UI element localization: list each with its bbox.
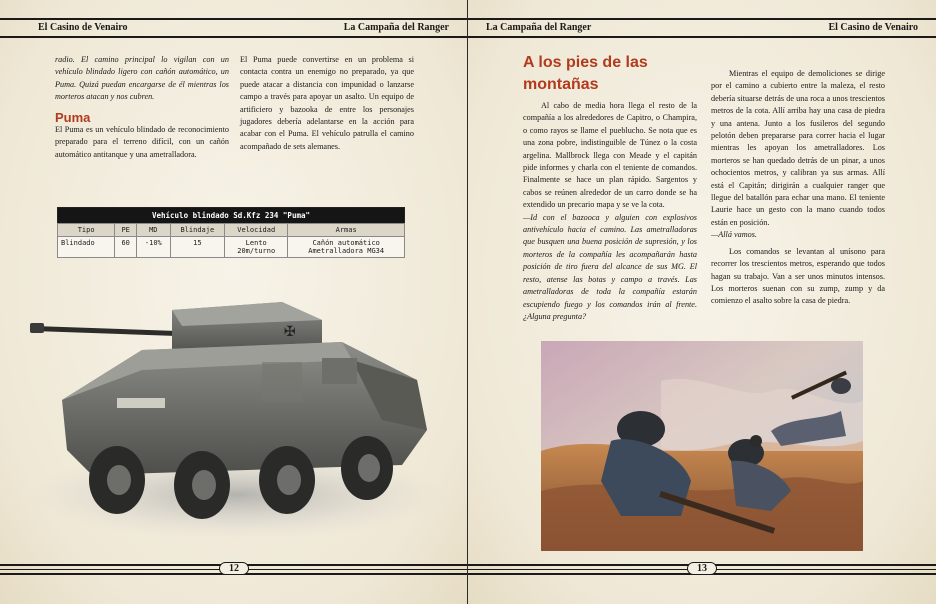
chapter-title [523,52,697,96]
table-row [58,237,405,258]
lieutenant-quote: —Allá vamos. [711,230,757,240]
left-column-1 [55,54,229,161]
vehicle-stats-table [57,207,405,258]
chapter-title-line-2: montañas [523,76,599,93]
cell-pe: 60 [115,237,137,258]
right-header-book-title: El Casino de Venairo [828,22,918,33]
armored-car-illustration [22,290,452,540]
table-header-cell: PE [115,224,137,237]
header-rule-bottom [468,36,936,38]
header-rule-top [468,18,936,20]
cell-md: -10% [137,237,171,258]
armas-line-2: Ametralladora MG34 [308,247,385,255]
puma-description: El Puma es un vehículo blindado de reconocimiento preparado para el terreno difícil, con un cañón automático antitanque y una ametralladora. [55,125,229,159]
armas-line-1: Cañón automático [312,239,380,247]
chapter-title-line-1: A los pies de las [523,54,648,71]
table-header-cell: Tipo [58,224,115,237]
table-header-cell: MD [137,224,171,237]
header-rule-bottom [0,36,467,38]
cell-blindaje: 15 [170,237,224,258]
left-column-2 [240,54,414,153]
right-page-number: 13 [687,562,717,575]
puma-tactics-paragraph: El Puma puede convertirse en un problema si contacta contra un enemigo no preparado, ya que puede atacar a distancia con impunidad o lanzarse campo a través para apoyar un asalto. Un equipo de artificiero y bazooka de entre los personajes jugadores debería adelantarse en la acción para acabar con el Puma. El vehículo patrulla el camino acompañado de sets alemanes. [240,55,414,151]
velocidad-line-2: 20m/turno [237,247,276,255]
cell-tipo: Blindado [58,237,115,258]
left-header-book-title: El Casino de Venairo [38,22,128,33]
narrative-paragraph: Al cabo de media hora llega el resto de la compañía a los alrededores de Capitro, o Champira, o como rayos se llame el pueblucho. Se nota que es una zona pobre, indistinguible de Túnez o la costa argelina. Mallbrock llega con Meade y el capitán pide informes y charla con el teniente de comandos. Finalmente se hace un plan rápido. Sargentos y cabos se reúnen alrededor de un carro donde se ha extendido un precario mapa y se ve la cota. [523,101,697,210]
svg-text:✠: ✠ [284,324,296,340]
table-caption: Vehículo blindado Sd.Kfz 234 "Puma" [58,208,405,224]
velocidad-line-1: Lento [245,239,267,247]
left-running-header [38,22,449,36]
soldiers-assault-painting [541,341,863,551]
cell-velocidad [225,237,288,258]
captain-orders-quote: —Id con el bazooca y alguien con explosivos antivehículo hacia el camino. Las ametralladoras que busquen una buena posición de supresión, y los morteros de la compañía les acompañarán hasta posición de tiro fuera del alcance de sus MG. El resto, atense las botas y campo a través. Las ametralladoras de toda la compañía estarán escupiendo fuego y los comandos irán al frente. ¿Alguna pregunta? [523,212,697,321]
left-header-campaign-title: La Campaña del Ranger [343,22,449,33]
right-running-header [486,22,918,36]
left-page-number: 12 [219,562,249,575]
assault-paragraph: Los comandos se levantan al unísono para recorrer los trescientos metros, esperando que todos hagan su trabajo. Van a ser unos minutos intensos. Los morteros suenan con su zump, zump y da comienzo el asalto sobre la casa de piedra. [711,246,885,306]
right-column-1 [523,52,697,323]
header-rule-top [0,18,467,20]
puma-heading: Puma [55,109,91,125]
demolition-paragraph: Mientras el equipo de demoliciones se dirige por el camino a cubierto entre la maleza, el resto debería situarse detrás de una roca a unos trescientos metros de la cota. Allí arriba hay una casa de piedra y una antena. Junto a los fusileros del segundo pelotón deben prepararse para correr hacia el lugar mientras les apoyan los ametralladores. Los morteros se han quedado detrás de un pinar, a unos ochocientos metros, y calibran ya sus armas. Allí está el Capitán; dirigirán a cualquier ranger que llegue del batallón para echar una mano. El teniente Laurie hace un gesto con la mano cuando todos están en posición. [711,69,885,227]
table-header-cell: Blindaje [170,224,224,237]
cell-armas [288,237,405,258]
right-column-2 [711,68,885,308]
right-header-campaign-title: La Campaña del Ranger [486,22,592,33]
table-header-cell: Velocidad [225,224,288,237]
table-header-cell: Armas [288,224,405,237]
intro-paragraph: radio. El camino principal lo vigilan con un vehículo blindado ligero con cañón automático, un Puma. Quizá puedan encargarse de él mientras los morteros atacan y nos cubren. [55,55,229,102]
